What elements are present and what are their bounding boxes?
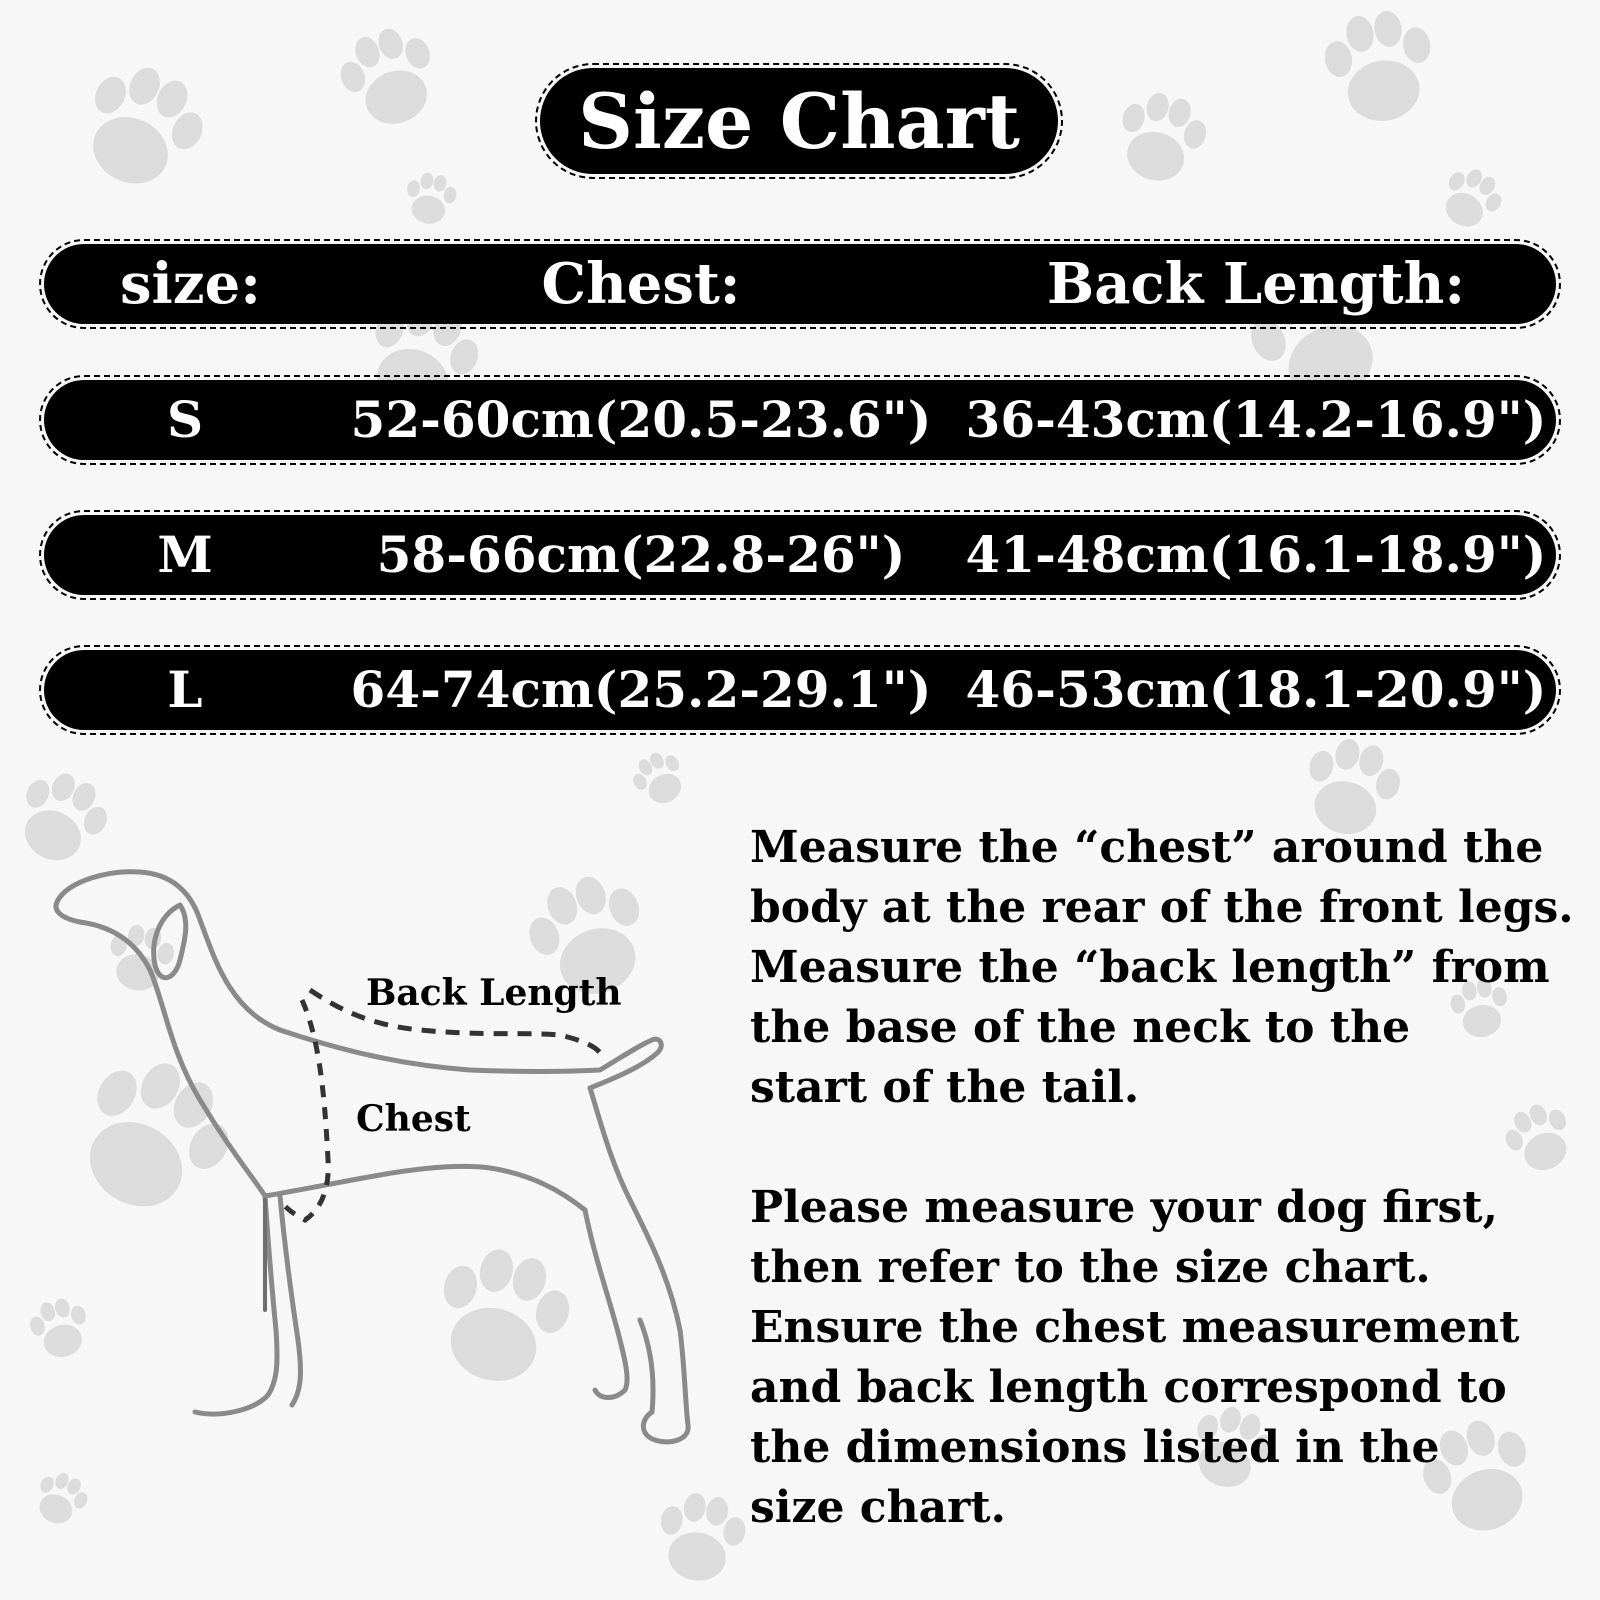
title-banner [540, 68, 1058, 174]
row-back-length: 41-48cm(16.1-18.9") [965, 525, 1547, 584]
instruction-line: Ensure the chest measurement [750, 1302, 1520, 1353]
row-size: L [167, 660, 203, 719]
instruction-line: Please measure your dog first, [750, 1182, 1498, 1233]
header-back-length: Back Length: [1046, 251, 1466, 317]
instruction-line: then refer to the size chart. [750, 1242, 1431, 1293]
table-row [44, 515, 1556, 595]
row-chest: 58-66cm(22.8-26") [376, 525, 906, 584]
row-chest: 52-60cm(20.5-23.6") [350, 390, 932, 449]
instruction-line: start of the tail. [750, 1062, 1140, 1113]
header-size: size: [120, 251, 261, 317]
measurement-instructions [750, 818, 1590, 1538]
instruction-line: Measure the “back length” from [750, 942, 1550, 993]
instructions-paragraph-2 [750, 1178, 1590, 1538]
row-back-length: 46-53cm(18.1-20.9") [965, 660, 1547, 719]
row-size: M [157, 525, 213, 584]
instructions-paragraph-1 [750, 818, 1590, 1118]
row-size: S [166, 390, 204, 449]
header-chest: Chest: [541, 251, 741, 317]
instruction-line: the base of the neck to the [750, 1002, 1411, 1053]
table-header [44, 244, 1556, 324]
dog-measurement-diagram [40, 860, 720, 1460]
instruction-line: and back length correspond to [750, 1362, 1507, 1413]
table-row [44, 380, 1556, 460]
instruction-line: body at the rear of the front legs. [750, 882, 1574, 933]
row-chest: 64-74cm(25.2-29.1") [350, 660, 932, 719]
dog-outline-icon [40, 860, 720, 1460]
instruction-line: Measure the “chest” around the [750, 822, 1544, 873]
chest-label: Chest [356, 1098, 471, 1140]
row-back-length: 36-43cm(14.2-16.9") [965, 390, 1547, 449]
instruction-line: the dimensions listed in the [750, 1422, 1440, 1473]
instruction-line: size chart. [750, 1482, 1006, 1533]
page-title: Size Chart [578, 76, 1020, 166]
table-row [44, 650, 1556, 730]
back-length-label: Back Length [366, 972, 622, 1014]
